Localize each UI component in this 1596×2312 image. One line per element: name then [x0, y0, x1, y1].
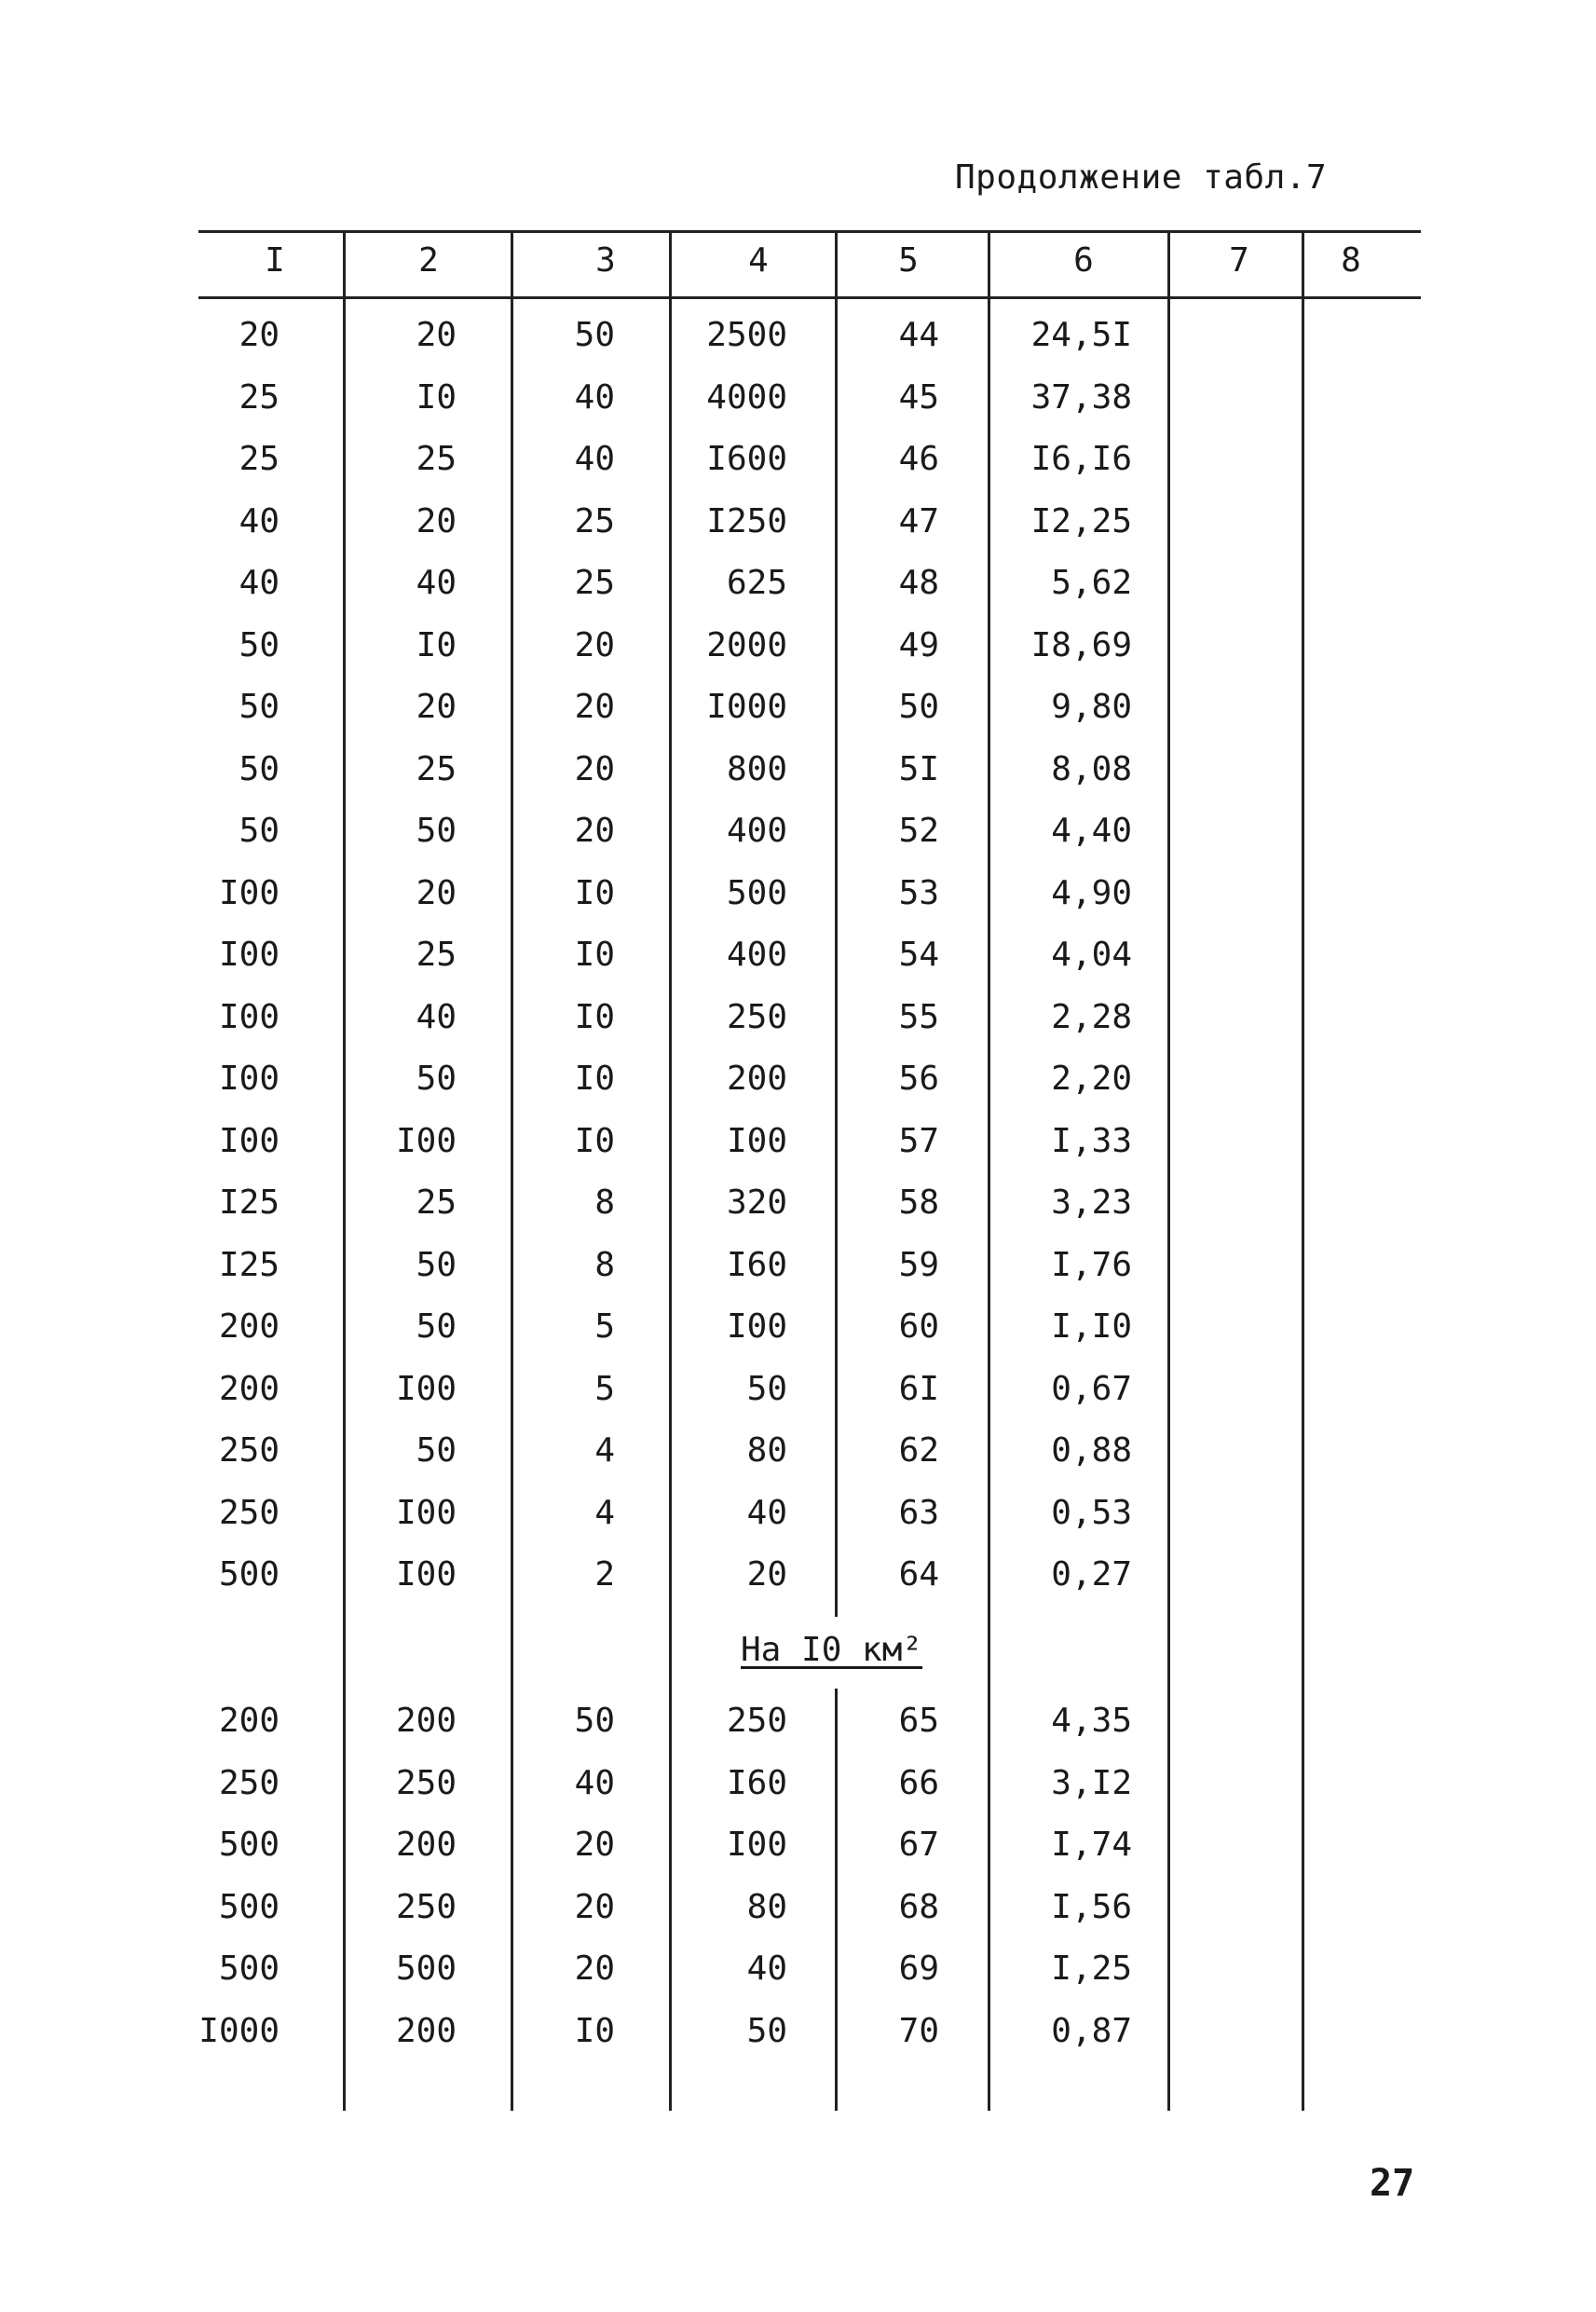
table-cell: 4,40: [1051, 812, 1132, 850]
table-cell: 50: [239, 626, 280, 664]
table-cell: 40: [239, 502, 280, 540]
table-cell: 200: [395, 1702, 457, 1740]
table-cell: 20: [574, 1826, 615, 1864]
table-cell: 250: [218, 1431, 280, 1470]
table-cell: 57: [898, 1122, 939, 1160]
column-header: I: [265, 241, 285, 280]
table-cell: 4: [594, 1431, 615, 1470]
table-cell: I00: [218, 936, 280, 974]
table-cell: 4,90: [1051, 874, 1132, 912]
table-cell: 20: [574, 1949, 615, 1988]
table-cell: 70: [898, 2012, 939, 2050]
table-cell: 69: [898, 1949, 939, 1988]
table-cell: I,25: [1051, 1949, 1132, 1988]
table-cell: 50: [239, 812, 280, 850]
table-cell: 50: [239, 688, 280, 726]
table-cell: 64: [898, 1555, 939, 1594]
table-cell: 40: [239, 564, 280, 602]
table-cell: I60: [726, 1246, 787, 1284]
table-cell: 25: [416, 750, 457, 788]
table-cell: 25: [416, 440, 457, 478]
table-cell: 50: [746, 2012, 787, 2050]
table-cell: 8: [594, 1183, 615, 1222]
table-cell: 24,5I: [1030, 316, 1132, 354]
table-cell: I0: [574, 998, 615, 1036]
table-cell: 625: [726, 564, 787, 602]
table-cell: I0: [574, 2012, 615, 2050]
table-cell: 320: [726, 1183, 787, 1222]
table-cell: 20: [416, 316, 457, 354]
table-cell: 49: [898, 626, 939, 664]
table-cell: I6,I6: [1030, 440, 1132, 478]
table-cell: 55: [898, 998, 939, 1036]
table-cell: 500: [218, 1949, 280, 1988]
table-cell: 40: [746, 1494, 787, 1532]
table-cell: 250: [395, 1888, 457, 1926]
table-cell: 50: [416, 1307, 457, 1346]
table-cell: I00: [218, 874, 280, 912]
table-cell: 25: [416, 1183, 457, 1222]
table-cell: I00: [726, 1122, 787, 1160]
table-cell: 4: [594, 1494, 615, 1532]
column-header: 8: [1341, 241, 1361, 280]
table-cell: 200: [218, 1370, 280, 1408]
table-cell: 500: [218, 1826, 280, 1864]
table-cell: I00: [726, 1307, 787, 1346]
table-cell: 5: [594, 1370, 615, 1408]
table-cell: 44: [898, 316, 939, 354]
table-cell: 500: [726, 874, 787, 912]
table-cell: 2,20: [1051, 1060, 1132, 1098]
table-cell: 3,I2: [1051, 1764, 1132, 1802]
table-cell: 2500: [706, 316, 787, 354]
table-cell: 50: [239, 750, 280, 788]
table-cell: 0,27: [1051, 1555, 1132, 1594]
table-cell: I,56: [1051, 1888, 1132, 1926]
table-cell: I0: [574, 874, 615, 912]
table-cell: I00: [395, 1494, 457, 1532]
table-cell: I00: [395, 1122, 457, 1160]
table-cell: 400: [726, 936, 787, 974]
table-cell: 50: [898, 688, 939, 726]
column-header: 4: [748, 241, 769, 280]
table-cell: 45: [898, 378, 939, 417]
page-number: 27: [1370, 2162, 1415, 2205]
table-cell: 65: [898, 1702, 939, 1740]
table-cell: 56: [898, 1060, 939, 1098]
table-cell: 5,62: [1051, 564, 1132, 602]
table-cell: I0: [574, 936, 615, 974]
table-cell: 20: [574, 1888, 615, 1926]
table-cell: 40: [574, 1764, 615, 1802]
table-cell: I00: [726, 1826, 787, 1864]
table-cell: 20: [574, 750, 615, 788]
table-cell: I,76: [1051, 1246, 1132, 1284]
table-cell: 0,67: [1051, 1370, 1132, 1408]
table-cell: 50: [416, 1246, 457, 1284]
table-cell: 250: [395, 1764, 457, 1802]
table-cell: 59: [898, 1246, 939, 1284]
table-cell: 500: [218, 1888, 280, 1926]
table-cell: 37,38: [1030, 378, 1132, 417]
table-cell: 50: [574, 1702, 615, 1740]
table-cell: 20: [416, 502, 457, 540]
table-cell: 25: [239, 440, 280, 478]
table-cell: 63: [898, 1494, 939, 1532]
column-header: 6: [1073, 241, 1094, 280]
table-top-rule: [198, 230, 1421, 233]
table-cell: I0: [416, 626, 457, 664]
table-cell: 2000: [706, 626, 787, 664]
table-cell: 25: [239, 378, 280, 417]
table-cell: 0,53: [1051, 1494, 1132, 1532]
table-cell: 60: [898, 1307, 939, 1346]
table-cell: I,I0: [1051, 1307, 1132, 1346]
table-cell: I2,25: [1030, 502, 1132, 540]
table-cell: I25: [218, 1246, 280, 1284]
column-rule: [1167, 230, 1170, 2111]
column-header: 3: [595, 241, 616, 280]
table-cell: 20: [574, 688, 615, 726]
table-cell: 40: [746, 1949, 787, 1988]
table-cell: 0,87: [1051, 2012, 1132, 2050]
table-cell: 20: [239, 316, 280, 354]
table-cell: 5: [594, 1307, 615, 1346]
table-cell: 200: [395, 1826, 457, 1864]
table-cell: 47: [898, 502, 939, 540]
table-cell: 66: [898, 1764, 939, 1802]
table-cell: 250: [726, 1702, 787, 1740]
table-cell: I8,69: [1030, 626, 1132, 664]
table-cell: 25: [416, 936, 457, 974]
table-cell: 53: [898, 874, 939, 912]
table-cell: 200: [395, 2012, 457, 2050]
table-cell: 48: [898, 564, 939, 602]
table-cell: 80: [746, 1431, 787, 1470]
table-cell: 25: [574, 502, 615, 540]
table-cell: 250: [726, 998, 787, 1036]
table-cell: 4000: [706, 378, 787, 417]
table-cell: 500: [218, 1555, 280, 1594]
table-cell: 25: [574, 564, 615, 602]
table-cell: I00: [395, 1370, 457, 1408]
table-cell: 250: [218, 1764, 280, 1802]
table-cell: 400: [726, 812, 787, 850]
table-cell: 3,23: [1051, 1183, 1132, 1222]
table-cell: 58: [898, 1183, 939, 1222]
table-cell: 40: [416, 998, 457, 1036]
table-cell: 200: [218, 1702, 280, 1740]
table-cell: I60: [726, 1764, 787, 1802]
table-cell: 2: [594, 1555, 615, 1594]
table-cell: 200: [726, 1060, 787, 1098]
column-header: 2: [418, 241, 439, 280]
table-cell: 20: [746, 1555, 787, 1594]
table-cell: I25: [218, 1183, 280, 1222]
table-cell: I00: [218, 1122, 280, 1160]
table-cell: 500: [395, 1949, 457, 1988]
table-cell: 50: [746, 1370, 787, 1408]
table-cell: 62: [898, 1431, 939, 1470]
table-cell: 9,80: [1051, 688, 1132, 726]
column-header: 7: [1229, 241, 1249, 280]
header-bottom-rule: [198, 296, 1421, 299]
table-cell: 0,88: [1051, 1431, 1132, 1470]
table-cell: I250: [706, 502, 787, 540]
table-cell: 20: [574, 626, 615, 664]
table-cell: 50: [416, 1431, 457, 1470]
table-cell: I0: [574, 1060, 615, 1098]
table-cell: 4,35: [1051, 1702, 1132, 1740]
table-cell: 46: [898, 440, 939, 478]
table-cell: 80: [746, 1888, 787, 1926]
table-cell: 50: [574, 316, 615, 354]
table-cell: 52: [898, 812, 939, 850]
table-cell: I00: [218, 1060, 280, 1098]
table-cell: 800: [726, 750, 787, 788]
table-cell: 50: [416, 1060, 457, 1098]
table-cell: 4,04: [1051, 936, 1132, 974]
table-cell: 2,28: [1051, 998, 1132, 1036]
table-cell: 5I: [898, 750, 939, 788]
table-cell: 50: [416, 812, 457, 850]
table-cell: 20: [416, 688, 457, 726]
column-rule: [1302, 230, 1304, 2111]
table-cell: I000: [706, 688, 787, 726]
table-subheading: На I0 км²: [741, 1631, 923, 1669]
table-cell: I,74: [1051, 1826, 1132, 1864]
table-cell: 8,08: [1051, 750, 1132, 788]
table-cell: 200: [218, 1307, 280, 1346]
table-cell: 67: [898, 1826, 939, 1864]
table-cell: 250: [218, 1494, 280, 1532]
table-cell: 6I: [898, 1370, 939, 1408]
table-cell: 20: [574, 812, 615, 850]
table-cell: I00: [218, 998, 280, 1036]
table-cell: 40: [574, 440, 615, 478]
table-cell: I600: [706, 440, 787, 478]
table-cell: I000: [198, 2012, 280, 2050]
table-cell: 8: [594, 1246, 615, 1284]
table-cell: 54: [898, 936, 939, 974]
table-cell: 68: [898, 1888, 939, 1926]
table-cell: I0: [416, 378, 457, 417]
table-cell: 20: [416, 874, 457, 912]
table-cell: I0: [574, 1122, 615, 1160]
table-cell: 40: [416, 564, 457, 602]
table-cell: I00: [395, 1555, 457, 1594]
table-cell: I,33: [1051, 1122, 1132, 1160]
table-cell: 40: [574, 378, 615, 417]
column-header: 5: [898, 241, 919, 280]
table-caption: Продолжение табл.7: [955, 158, 1328, 197]
